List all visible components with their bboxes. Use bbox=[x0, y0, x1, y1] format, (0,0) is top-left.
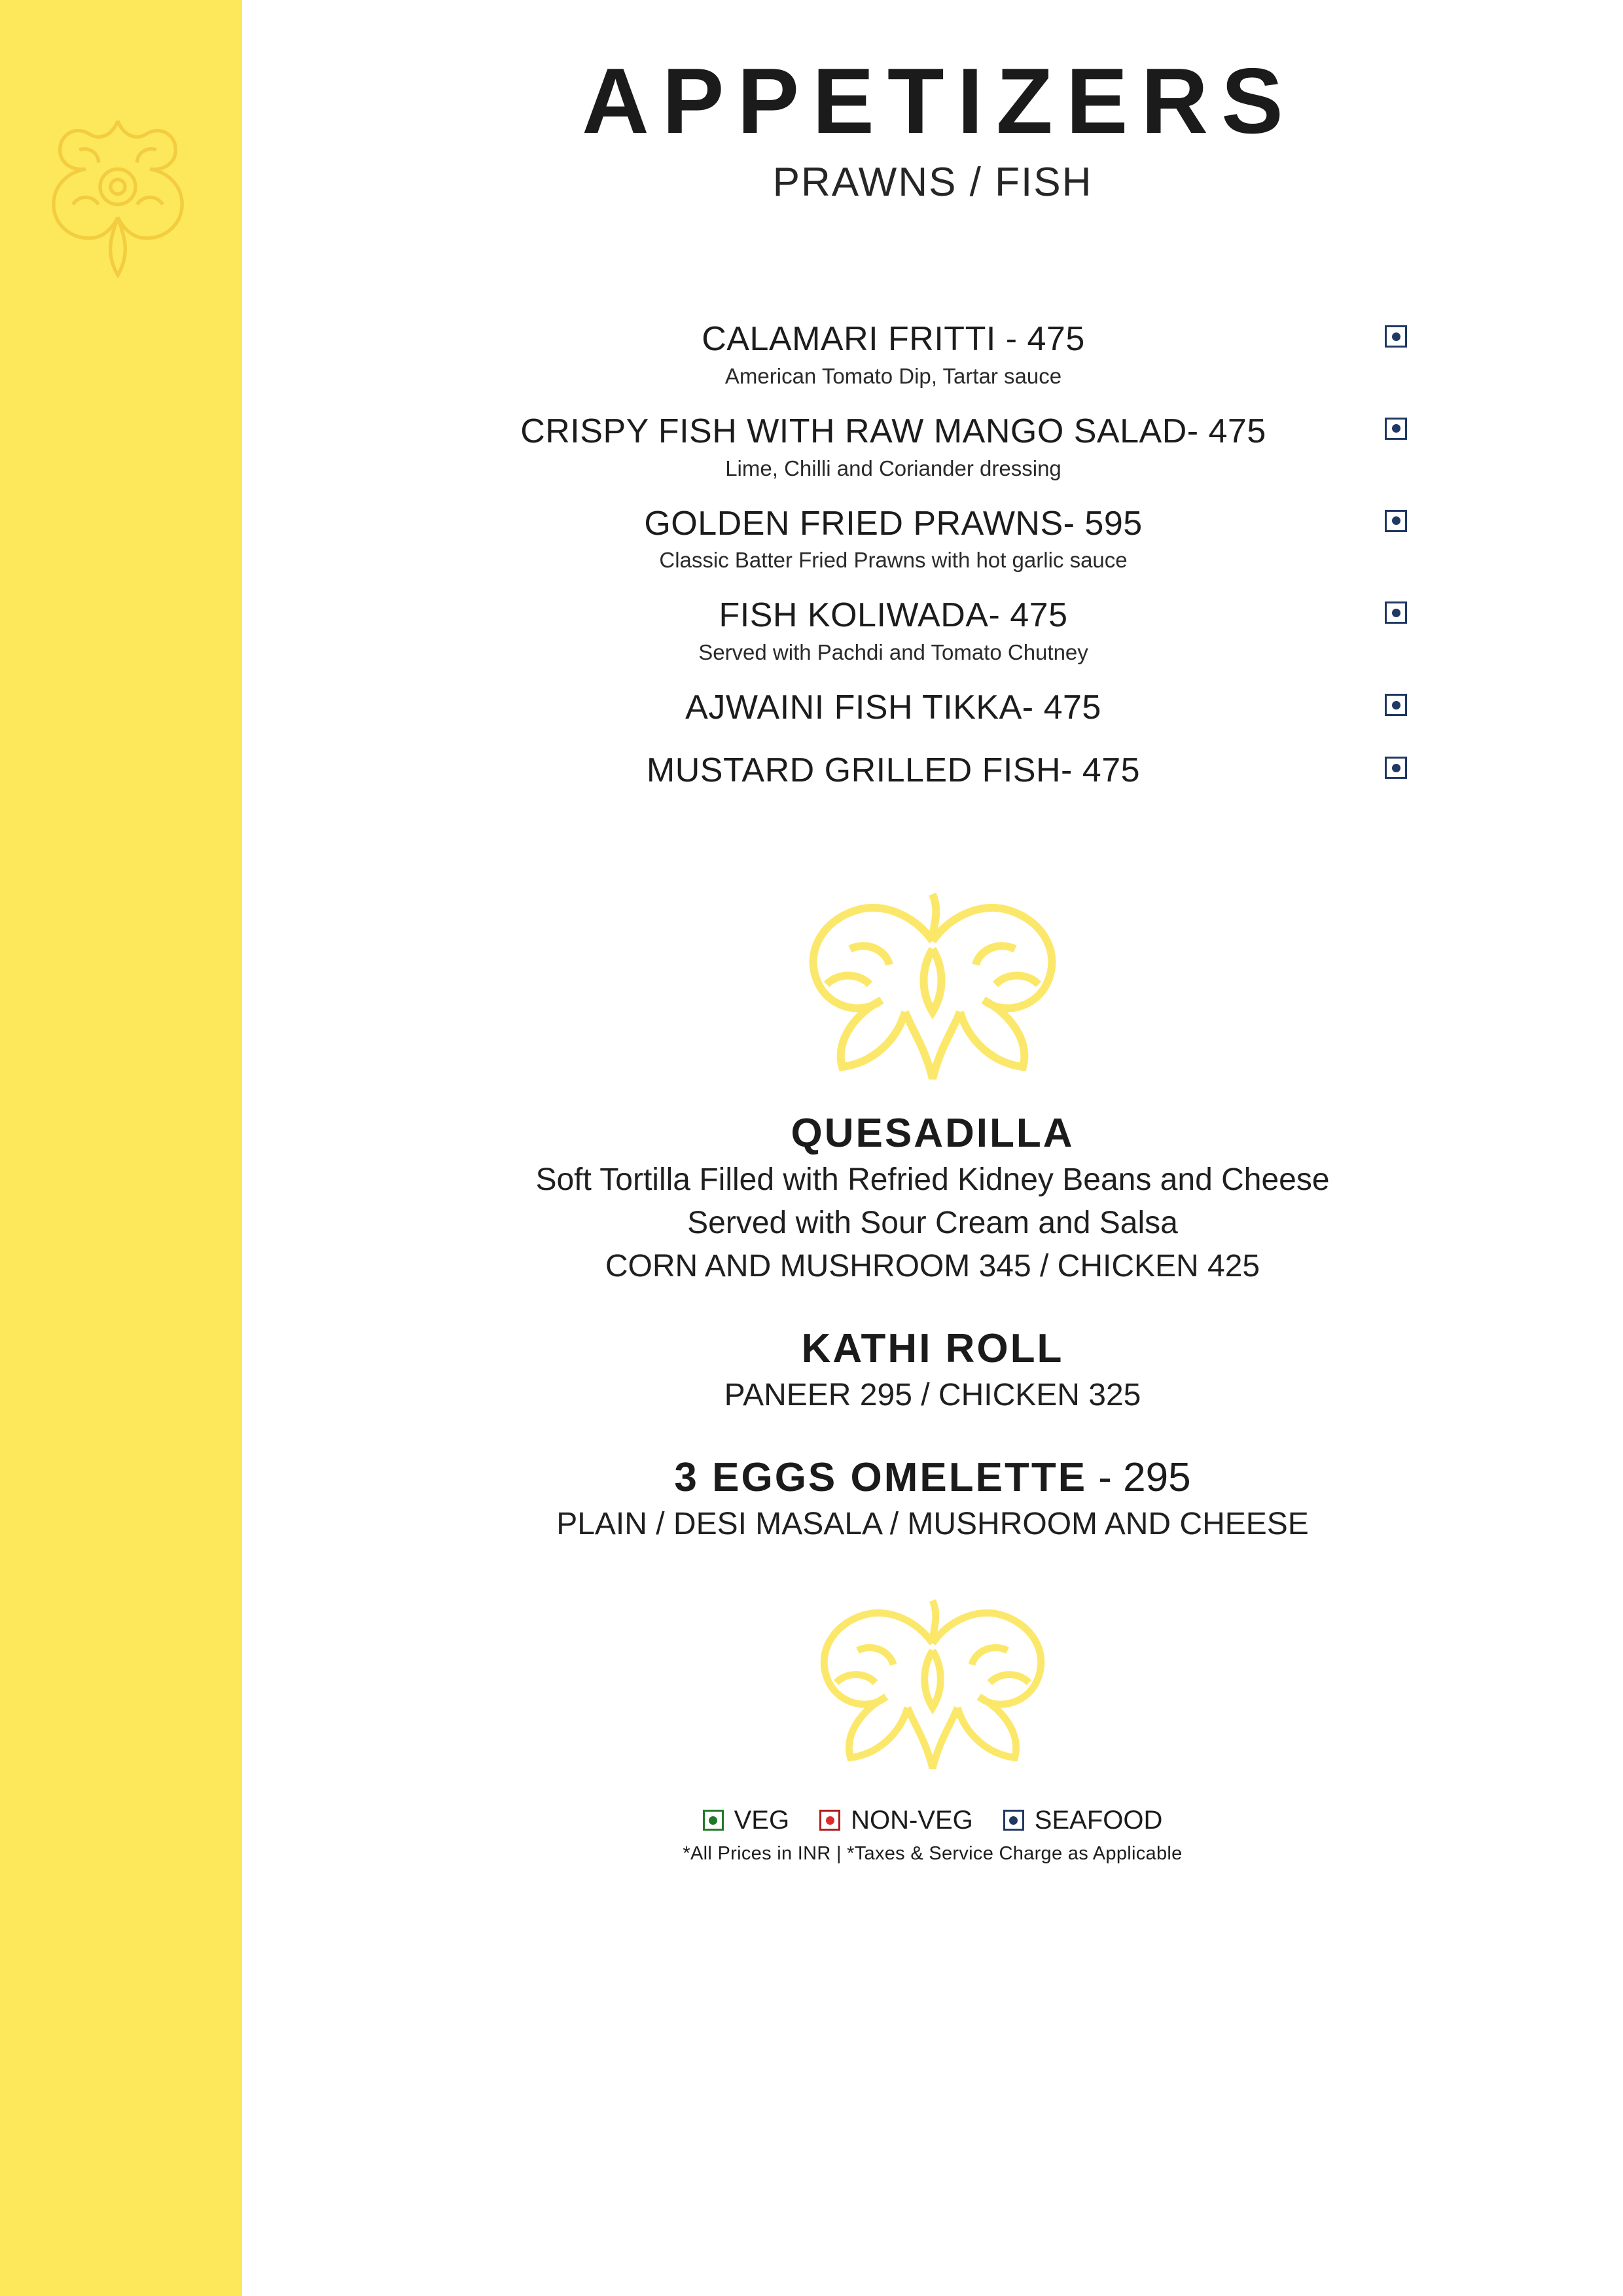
dish-name: GOLDEN FRIED PRAWNS- 595 bbox=[644, 504, 1143, 543]
dish-item bbox=[242, 412, 1623, 481]
seafood-marker-icon bbox=[1385, 418, 1407, 440]
ornament-divider-top bbox=[242, 882, 1623, 1098]
dish-name: MUSTARD GRILLED FISH- 475 bbox=[646, 751, 1141, 790]
nonveg-marker-icon bbox=[819, 1810, 840, 1831]
dish-item bbox=[242, 505, 1623, 573]
special-line: Served with Sour Cream and Salsa bbox=[687, 1205, 1178, 1240]
legend-label: NON-VEG bbox=[851, 1805, 973, 1835]
special-line: PLAIN / DESI MASALA / MUSHROOM AND CHEESE bbox=[556, 1506, 1309, 1541]
legend-item-seafood bbox=[1003, 1806, 1163, 1835]
veg-marker-icon bbox=[703, 1810, 724, 1831]
seafood-marker-icon bbox=[1385, 601, 1407, 624]
special-line: PANEER 295 / CHICKEN 325 bbox=[724, 1377, 1141, 1412]
seafood-marker-icon bbox=[1385, 325, 1407, 348]
dish-description: American Tomato Dip, Tartar sauce bbox=[724, 363, 1062, 388]
legend-label: VEG bbox=[734, 1805, 790, 1835]
dish-item bbox=[242, 320, 1623, 389]
specials-section bbox=[242, 1110, 1623, 1544]
special-item bbox=[242, 1454, 1623, 1544]
dish-item bbox=[242, 596, 1623, 665]
legend bbox=[242, 1806, 1623, 1835]
floral-ornament-icon bbox=[36, 111, 200, 288]
dish-list bbox=[242, 320, 1623, 791]
special-item bbox=[242, 1110, 1623, 1286]
seafood-marker-icon bbox=[1385, 757, 1407, 779]
menu-content bbox=[242, 0, 1623, 2296]
special-title bbox=[242, 1454, 1623, 1501]
legend-label: SEAFOOD bbox=[1034, 1805, 1163, 1835]
ornament-divider-bottom bbox=[242, 1590, 1623, 1786]
dish-name: CRISPY FISH WITH RAW MANGO SALAD- 475 bbox=[520, 412, 1266, 450]
page-header bbox=[242, 0, 1623, 206]
dish-description: Classic Batter Fried Prawns with hot garlic sauce bbox=[659, 548, 1128, 573]
dish-description: Served with Pachdi and Tomato Chutney bbox=[698, 640, 1088, 665]
special-title-price: - 295 bbox=[1087, 1454, 1191, 1500]
dish-name: CALAMARI FRITTI - 475 bbox=[702, 320, 1085, 359]
left-color-band bbox=[0, 0, 242, 2296]
page-title: APPETIZERS bbox=[582, 49, 1296, 153]
floral-divider-icon bbox=[736, 882, 1129, 1098]
special-title-text: 3 EGGS OMELETTE bbox=[674, 1454, 1088, 1500]
dish-item bbox=[242, 689, 1623, 728]
special-item bbox=[242, 1325, 1623, 1415]
seafood-marker-icon bbox=[1003, 1810, 1024, 1831]
footer-note: *All Prices in INR | *Taxes & Service Charge as Applicable bbox=[683, 1842, 1183, 1864]
dish-item bbox=[242, 751, 1623, 791]
dish-name: AJWAINI FISH TIKKA- 475 bbox=[685, 689, 1101, 727]
dish-description: Lime, Chilli and Coriander dressing bbox=[725, 456, 1061, 480]
seafood-marker-icon bbox=[1385, 694, 1407, 716]
seafood-marker-icon bbox=[1385, 510, 1407, 532]
dish-name: FISH KOLIWADA- 475 bbox=[719, 596, 1068, 635]
special-line: Soft Tortilla Filled with Refried Kidney Beans and Cheese bbox=[535, 1162, 1330, 1197]
floral-divider-icon bbox=[749, 1590, 1116, 1786]
legend-item-veg bbox=[703, 1806, 789, 1835]
special-title: KATHI ROLL bbox=[801, 1325, 1064, 1371]
special-title: QUESADILLA bbox=[791, 1110, 1075, 1156]
page-subtitle: PRAWNS / FISH bbox=[772, 160, 1093, 206]
special-line: CORN AND MUSHROOM 345 / CHICKEN 425 bbox=[605, 1248, 1260, 1283]
legend-item-nonveg bbox=[819, 1806, 973, 1835]
